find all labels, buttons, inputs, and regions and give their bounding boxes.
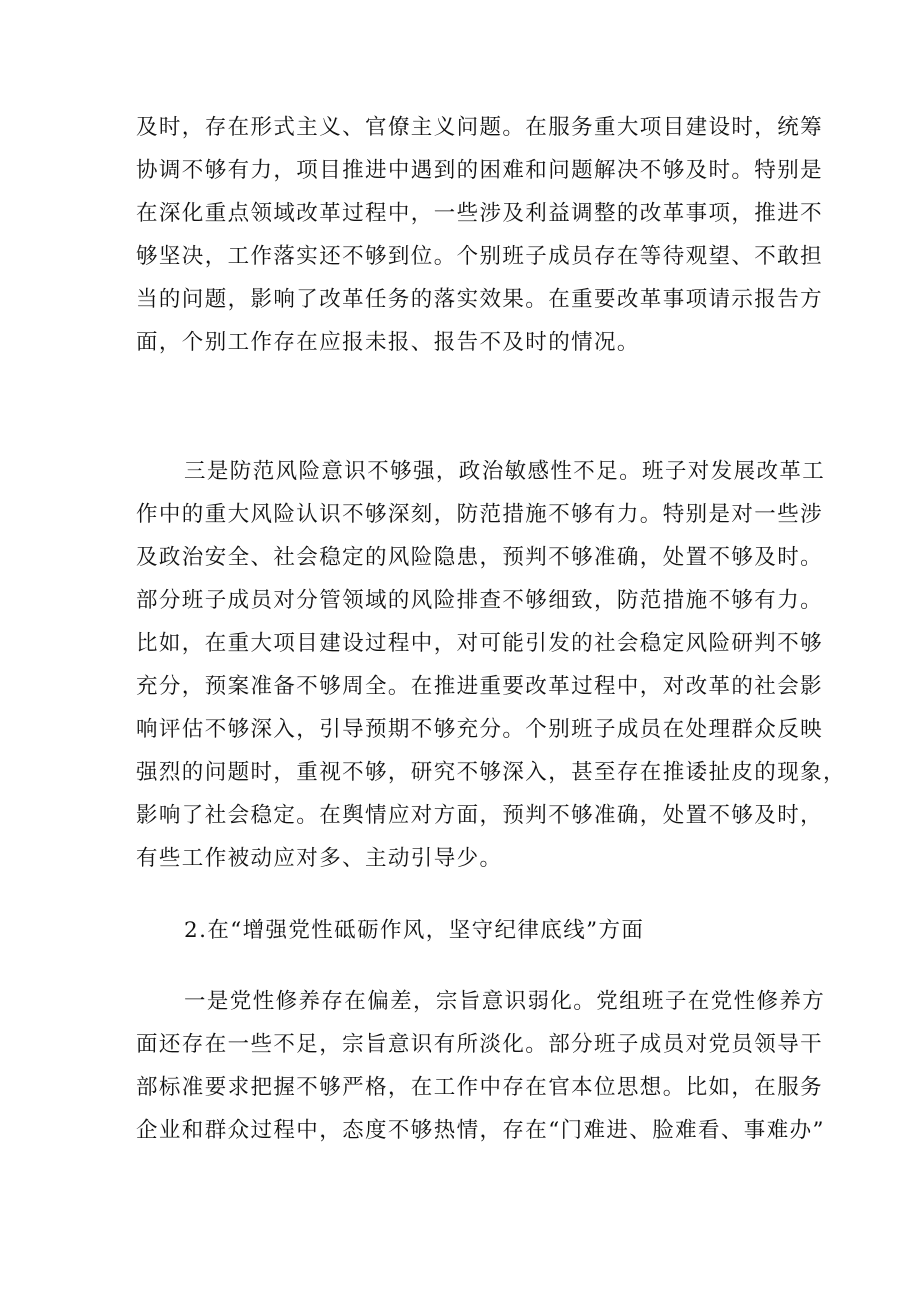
paragraph-line: 企业和群众过程中，态度不够热情，存在“门难进、脸难看、事难办” (136, 1118, 825, 1143)
paragraph-line: 部标准要求把握不够严格，在工作中存在官本位思想。比如，在服务 (136, 1075, 824, 1100)
paragraph-line: 三是防范风险意识不够强，政治敏感性不足。班子对发展改革工 (184, 459, 826, 484)
paragraph-line: 比如，在重大项目建设过程中，对可能引发的社会稳定风险研判不够 (136, 631, 824, 656)
paragraph-line: 作中的重大风险认识不够深刻，防范措施不够有力。特别是对一些涉 (136, 502, 824, 527)
paragraph-line: 当的问题，影响了改革任务的落实效果。在重要改革事项请示报告方 (136, 287, 824, 312)
paragraph-line: 在深化重点领域改革过程中，一些涉及利益调整的改革事项，推进不 (136, 201, 824, 226)
paragraph-line: 充分，预案准备不够周全。在推进重要改革过程中，对改革的社会影 (136, 674, 824, 699)
paragraph-line: 部分班子成员对分管领域的风险排查不够细致，防范措施不够有力。 (136, 588, 824, 613)
paragraph-line: 够坚决，工作落实还不够到位。个别班子成员存在等待观望、不敢担 (136, 244, 824, 269)
paragraph-line: 影响了社会稳定。在舆情应对方面，预判不够准确，处置不够及时， (136, 803, 824, 828)
paragraph-line: 面，个别工作存在应报未报、报告不及时的情况。 (136, 330, 640, 355)
paragraph-line: 及政治安全、社会稳定的风险隐患，预判不够准确，处置不够及时。 (136, 545, 824, 570)
paragraph-line: 一是党性修养存在偏差，宗旨意识弱化。党组班子在党性修养方 (184, 989, 826, 1014)
paragraph-line: 响评估不够深入，引导预期不够充分。个别班子成员在处理群众反映 (136, 717, 824, 742)
paragraph-line: 协调不够有力，项目推进中遇到的困难和问题解决不够及时。特别是 (136, 158, 824, 183)
paragraph-line: 强烈的问题时，重视不够，研究不够深入，甚至存在推诿扯皮的现象， (136, 760, 846, 785)
paragraph-risk-awareness (136, 450, 846, 880)
paragraph-line: 面还存在一些不足，宗旨意识有所淡化。部分班子成员对党员领导干 (136, 1032, 824, 1057)
paragraph-continuation (136, 106, 824, 364)
paragraph-party-spirit (136, 980, 826, 1152)
section-heading-block (136, 909, 796, 952)
paragraph-line: 及时，存在形式主义、官僚主义问题。在服务重大项目建设时，统筹 (136, 115, 824, 140)
section-heading: 2.在“增强党性砥砺作风，坚守纪律底线”方面 (184, 918, 645, 943)
paragraph-line: 有些工作被动应对多、主动引导少。 (136, 846, 503, 871)
